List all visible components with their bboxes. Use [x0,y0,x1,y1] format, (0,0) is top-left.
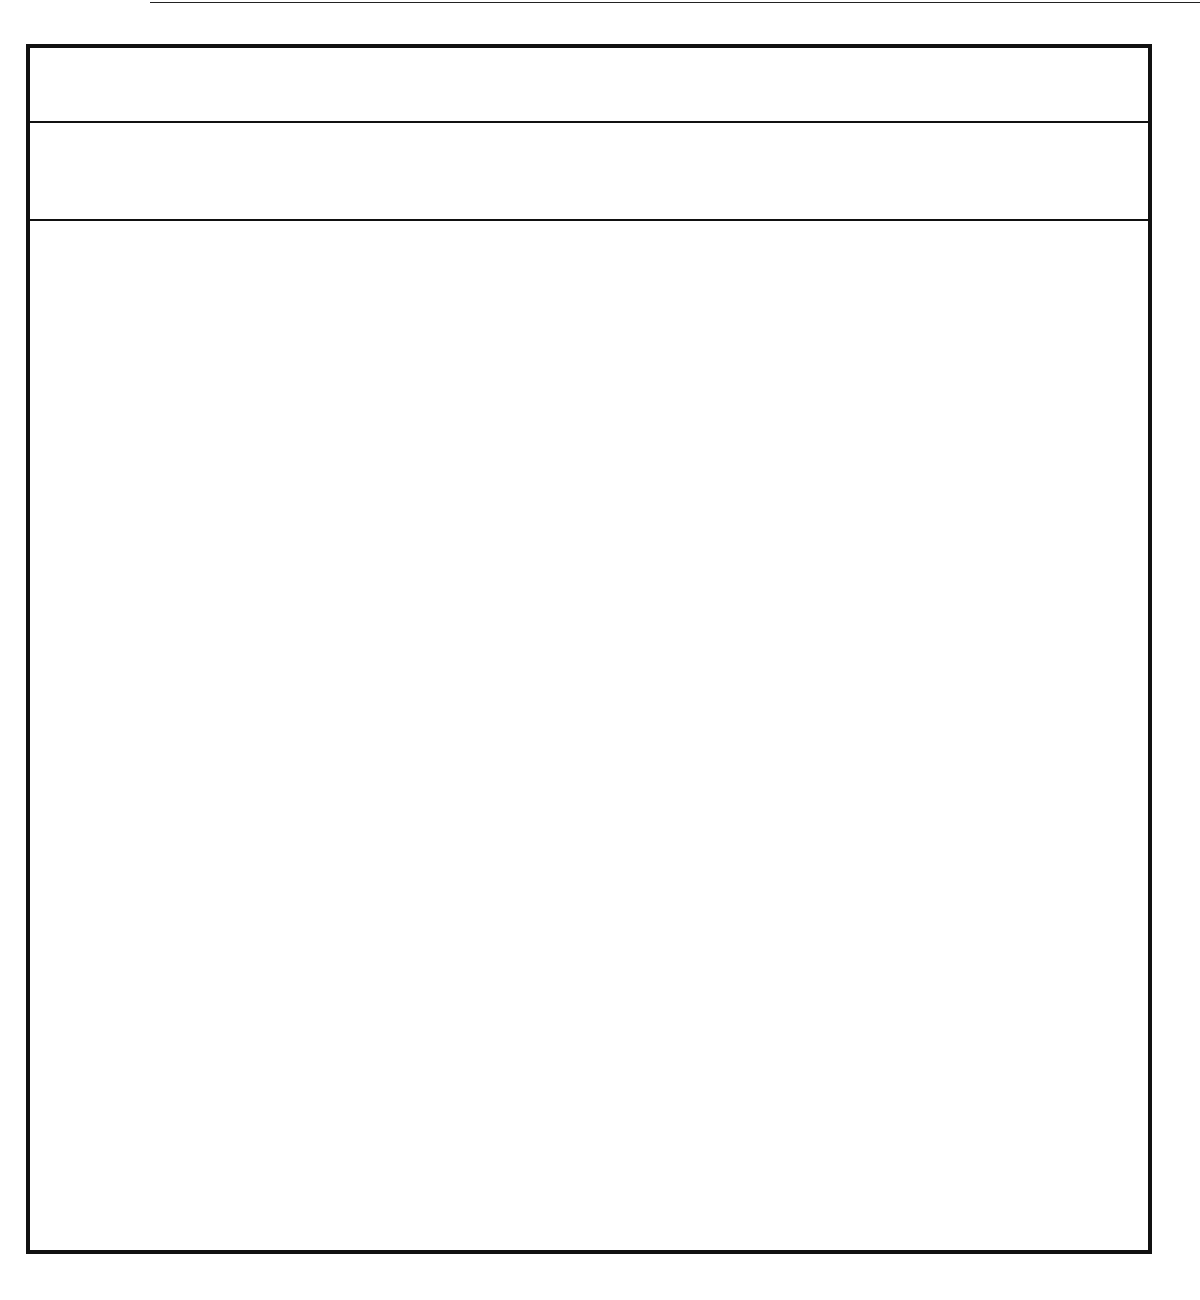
page-title [30,48,1148,122]
header-divider [30,219,1148,221]
top-rule [150,2,1200,3]
title-divider [30,121,1148,123]
tariff-table [26,44,1152,1254]
km-column-header [30,123,152,219]
